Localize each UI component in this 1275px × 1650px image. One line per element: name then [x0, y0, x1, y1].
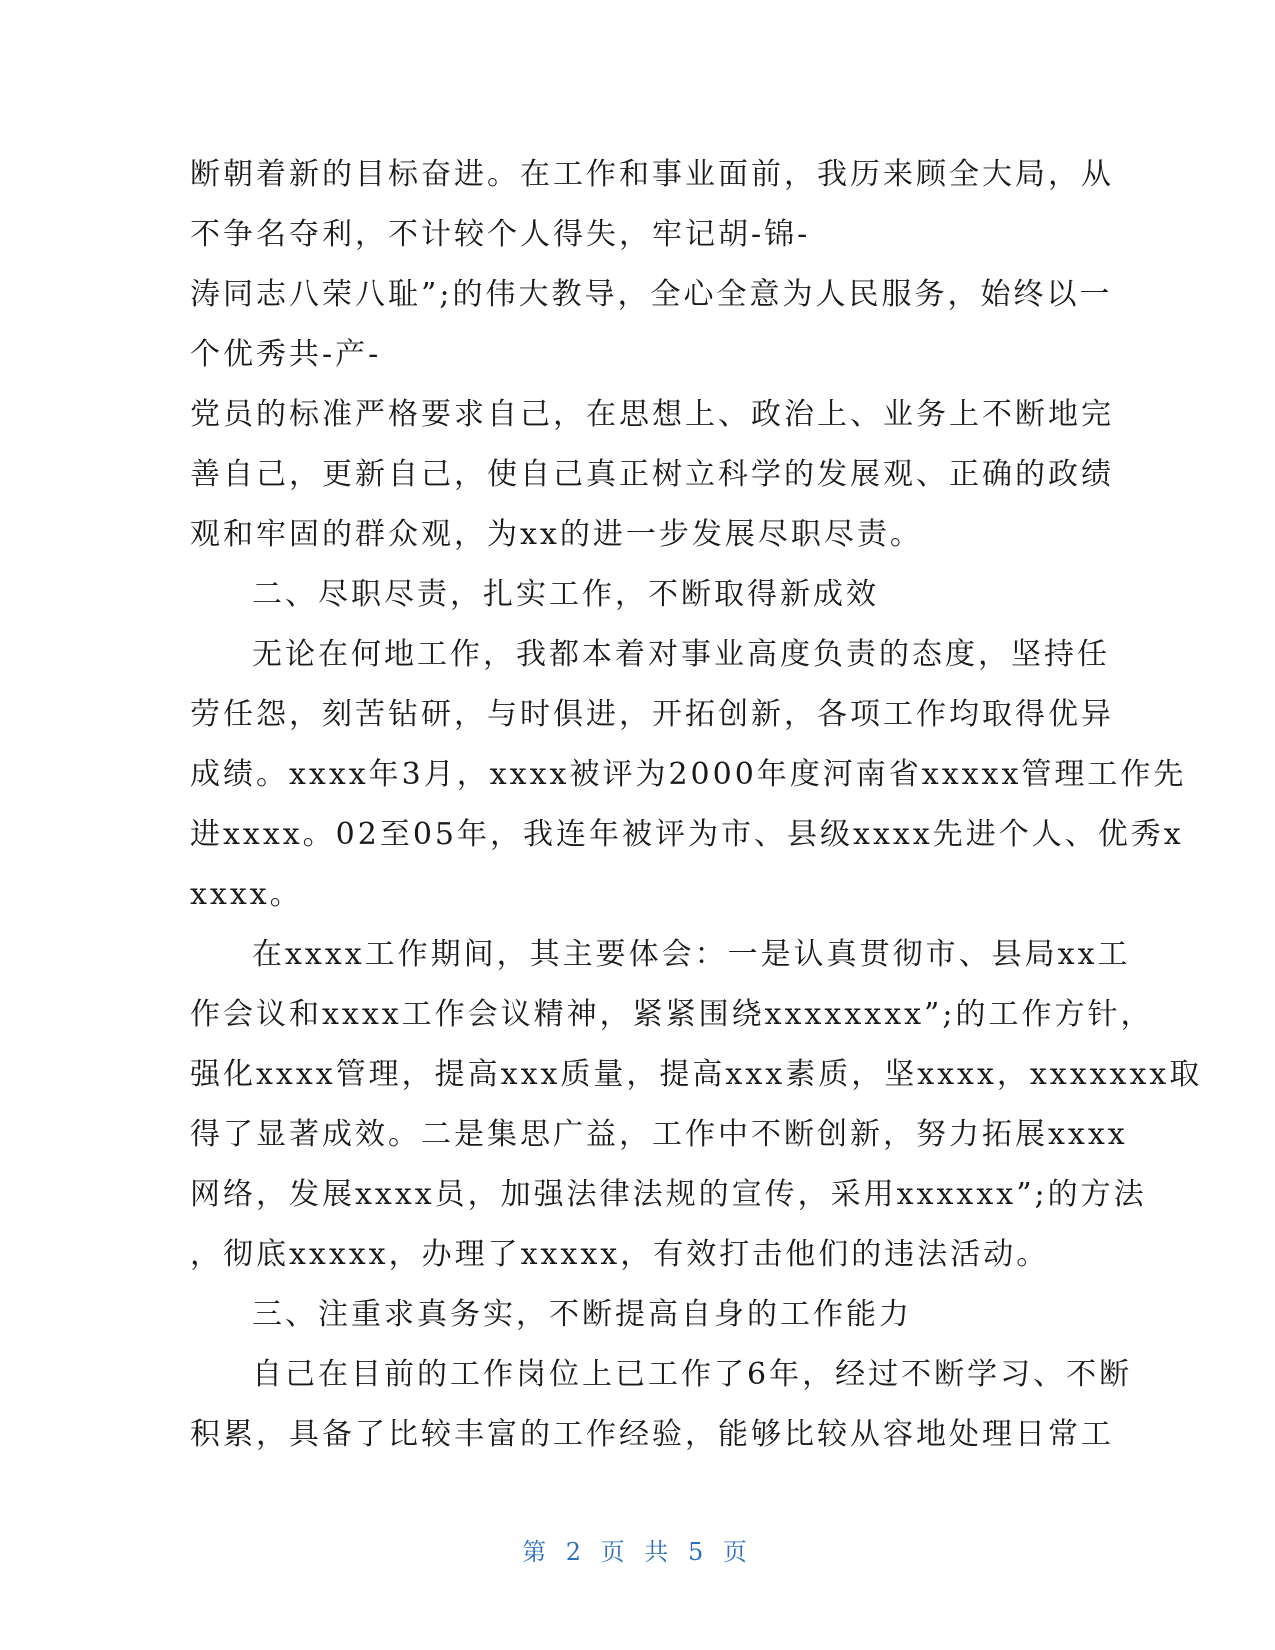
section-heading-2: 二、尽职尽责，扎实工作，不断取得新成效: [252, 577, 879, 612]
footer-prefix: 第: [522, 1538, 553, 1566]
footer-total-pages: 5: [687, 1538, 710, 1566]
text-line: 得了显著成效。二是集思广益，工作中不断创新，努力拓展xxxx: [190, 1117, 1128, 1152]
text-line: xxxx。: [190, 877, 303, 912]
text-line: 进xxxx。02至05年，我连年被评为市、县级xxxx先进个人、优秀x: [190, 817, 1184, 852]
page-footer: [0, 1532, 1275, 1567]
text-line: ，彻底xxxxx，办理了xxxxx，有效打击他们的违法活动。: [190, 1237, 1050, 1272]
document-body: [190, 145, 1203, 1465]
text-line: 不争名夺利，不计较个人得失，牢记胡-锦-: [190, 217, 811, 252]
text-line: 自己在目前的工作岗位上已工作了6年，经过不断学习、不断: [252, 1357, 1133, 1392]
text-line: 无论在何地工作，我都本着对事业高度负责的态度，坚持任: [252, 637, 1110, 672]
footer-page-number: 2: [565, 1538, 588, 1566]
text-line: 在xxxx工作期间，其主要体会：一是认真贯彻市、县局xx工: [252, 937, 1131, 972]
text-line: 善自己，更新自己，使自己真正树立科学的发展观、正确的政绩: [190, 457, 1114, 492]
footer-middle: 页 共: [600, 1538, 675, 1566]
text-line: 断朝着新的目标奋进。在工作和事业面前，我历来顾全大局，从: [190, 157, 1114, 192]
text-line: 劳任怨，刻苦钻研，与时俱进，开拓创新，各项工作均取得优异: [190, 697, 1114, 732]
text-line: 党员的标准严格要求自己，在思想上、政治上、业务上不断地完: [190, 397, 1114, 432]
text-line: 观和牢固的群众观，为xx的进一步发展尽职尽责。: [190, 517, 923, 552]
text-line: 个优秀共-产-: [190, 337, 382, 372]
text-line: 网络，发展xxxx员，加强法律法规的宣传，采用xxxxxx”;的方法: [190, 1177, 1147, 1212]
section-heading-3: 三、注重求真务实，不断提高自身的工作能力: [252, 1297, 912, 1332]
footer-suffix: 页: [722, 1538, 753, 1566]
text-line: 成绩。xxxx年3月，xxxx被评为2000年度河南省xxxxx管理工作先: [190, 757, 1187, 792]
text-line: 作会议和xxxx工作会议精神，紧紧围绕xxxxxxxx”;的工作方针，: [190, 997, 1154, 1032]
text-line: 涛同志八荣八耻”;的伟大教导，全心全意为人民服务，始终以一: [190, 277, 1113, 312]
text-line: 积累，具备了比较丰富的工作经验，能够比较从容地处理日常工: [190, 1417, 1114, 1452]
text-line: 强化xxxx管理，提高xxx质量，提高xxx素质，坚xxxx，xxxxxxx取: [190, 1057, 1203, 1092]
